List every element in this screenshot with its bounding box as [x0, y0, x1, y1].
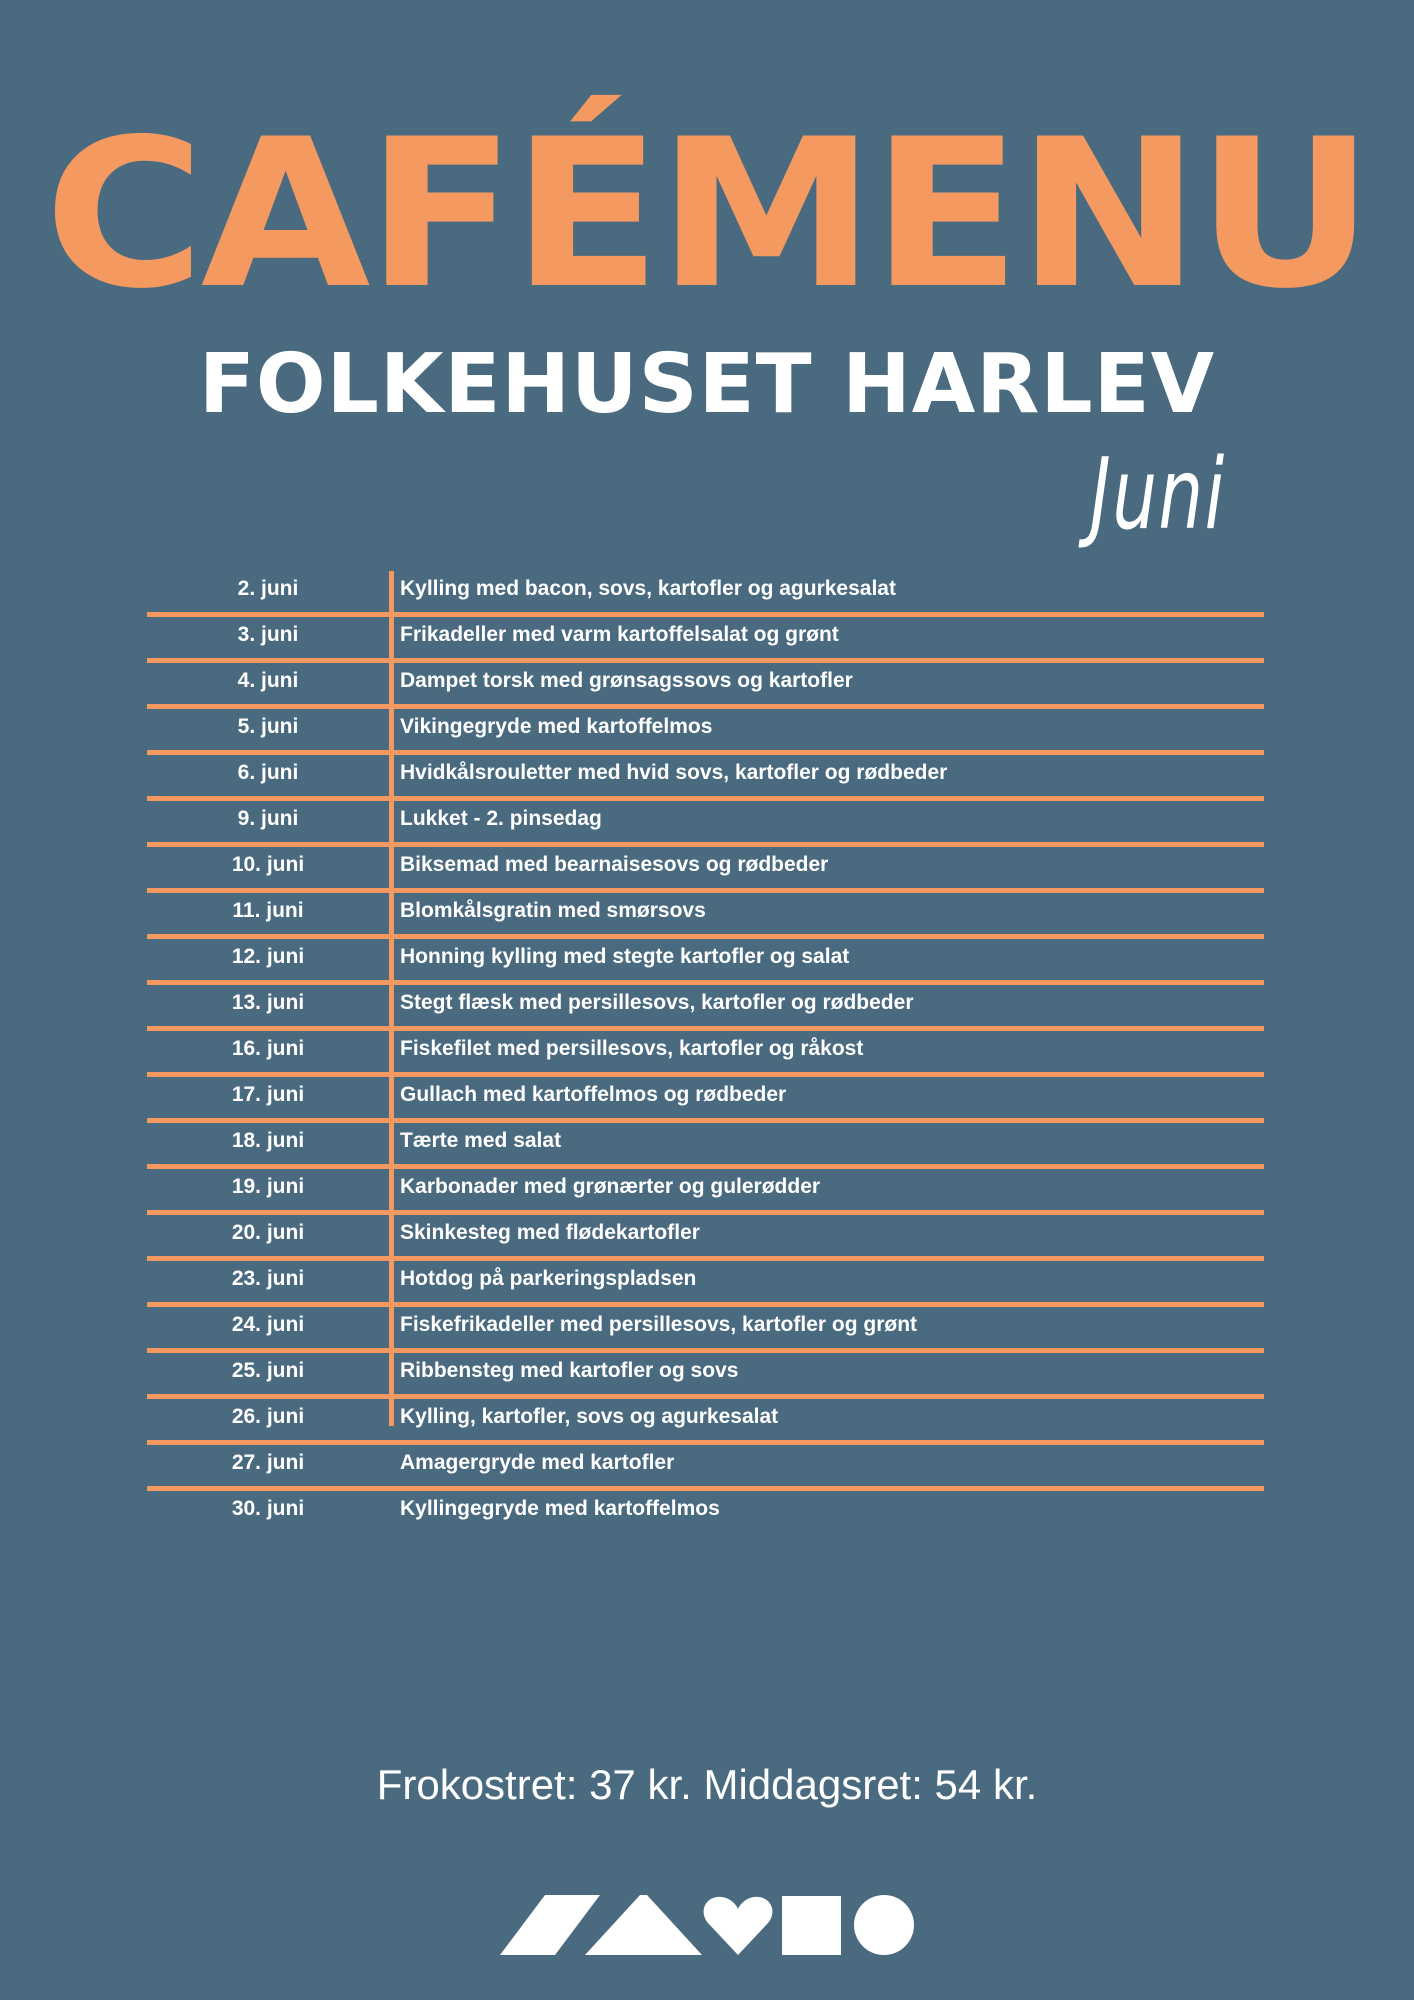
menu-date: 25. juni: [231, 1359, 305, 1382]
parallelogram-shape: [500, 1895, 600, 1955]
menu-date: 3. juni: [237, 623, 299, 646]
table-row: [147, 571, 1264, 617]
menu-date: 9. juni: [237, 807, 299, 830]
menu-date: 6. juni: [237, 761, 299, 784]
menu-dish: Hvidkålsrouletter med hvid sovs, kartofler og rødbeder: [400, 761, 948, 784]
circle-shape: [854, 1895, 914, 1955]
menu-dish: Ribbensteg med kartofler og sovs: [400, 1359, 739, 1382]
table-row: [147, 801, 1264, 847]
table-row: [147, 755, 1264, 801]
menu-dish: Fiskefrikadeller med persillesovs, kartofler og grønt: [400, 1313, 918, 1336]
menu-date: 19. juni: [231, 1175, 305, 1198]
menu-date: 18. juni: [231, 1129, 305, 1152]
menu-date: 11. juni: [232, 899, 304, 922]
table-row: [147, 1123, 1264, 1169]
table-row: [147, 709, 1264, 755]
table-row: [147, 663, 1264, 709]
menu-dish: Lukket - 2. pinsedag: [400, 807, 602, 830]
month-label: Juni: [1090, 438, 1226, 552]
square-shape: [782, 1896, 841, 1955]
menu-dish: Kylling, kartofler, sovs og agurkesalat: [400, 1405, 779, 1428]
menu-dish: Skinkesteg med flødekartofler: [400, 1221, 700, 1244]
shapes-logo-icon: [500, 1895, 915, 1955]
table-row: [147, 617, 1264, 663]
menu-dish: Gullach med kartoffelmos og rødbeder: [400, 1083, 787, 1106]
menu-date: 13. juni: [231, 991, 305, 1014]
menu-date: 27. juni: [231, 1451, 305, 1474]
menu-date: 30. juni: [231, 1497, 305, 1520]
table-row: [147, 1445, 1264, 1491]
menu-dish: Honning kylling med stegte kartofler og salat: [400, 945, 850, 968]
menu-date: 12. juni: [231, 945, 305, 968]
table-row: [147, 1215, 1264, 1261]
page-title: CAFÉMENU: [44, 96, 1370, 334]
menu-dish: Vikingegryde med kartoffelmos: [400, 715, 713, 738]
menu-date: 20. juni: [231, 1221, 305, 1244]
table-row: [147, 893, 1264, 939]
menu-dish: Kylling med bacon, sovs, kartofler og agurkesalat: [400, 577, 896, 600]
menu-date: 26. juni: [231, 1405, 305, 1428]
table-row: [147, 1077, 1264, 1123]
menu-table: [147, 571, 1264, 1532]
triangle-shape: [585, 1895, 702, 1955]
heart-shape: [704, 1897, 773, 1955]
table-row: [147, 985, 1264, 1031]
menu-date: 5. juni: [237, 715, 299, 738]
price-info: Frokostret: 37 kr. Middagsret: 54 kr.: [376, 1761, 1038, 1808]
table-row: [147, 1261, 1264, 1307]
menu-dish: Amagergryde med kartofler: [400, 1451, 675, 1474]
menu-dish: Stegt flæsk med persillesovs, kartofler og rødbeder: [400, 991, 914, 1014]
menu-dish: Biksemad med bearnaisesovs og rødbeder: [400, 853, 829, 876]
menu-dish: Hotdog på parkeringspladsen: [400, 1267, 697, 1290]
menu-dish: Tærte med salat: [400, 1129, 562, 1152]
table-row: [147, 847, 1264, 893]
menu-dish: Fiskefilet med persillesovs, kartofler og råkost: [400, 1037, 864, 1060]
menu-date: 17. juni: [231, 1083, 305, 1106]
table-row: [147, 1353, 1264, 1399]
table-row: [147, 1399, 1264, 1445]
menu-date: 16. juni: [231, 1037, 305, 1060]
menu-dish: Frikadeller med varm kartoffelsalat og grønt: [400, 623, 839, 646]
menu-date: 10. juni: [231, 853, 305, 876]
menu-dish: Dampet torsk med grønsagssovs og kartofler: [400, 669, 853, 692]
table-row: [147, 1169, 1264, 1215]
menu-dish: Blomkålsgratin med smørsovs: [400, 899, 706, 922]
venue-name: FOLKEHUSET HARLEV: [198, 337, 1216, 432]
table-row: [147, 1491, 1264, 1532]
table-row: [147, 1031, 1264, 1077]
menu-dish: Kyllingegryde med kartoffelmos: [400, 1497, 720, 1520]
table-row: [147, 939, 1264, 985]
menu-date: 24. juni: [231, 1313, 305, 1336]
menu-date: 23. juni: [231, 1267, 305, 1290]
menu-date: 2. juni: [237, 577, 299, 600]
table-row: [147, 1307, 1264, 1353]
menu-dish: Karbonader med grønærter og gulerødder: [400, 1175, 821, 1198]
menu-date: 4. juni: [237, 669, 299, 692]
